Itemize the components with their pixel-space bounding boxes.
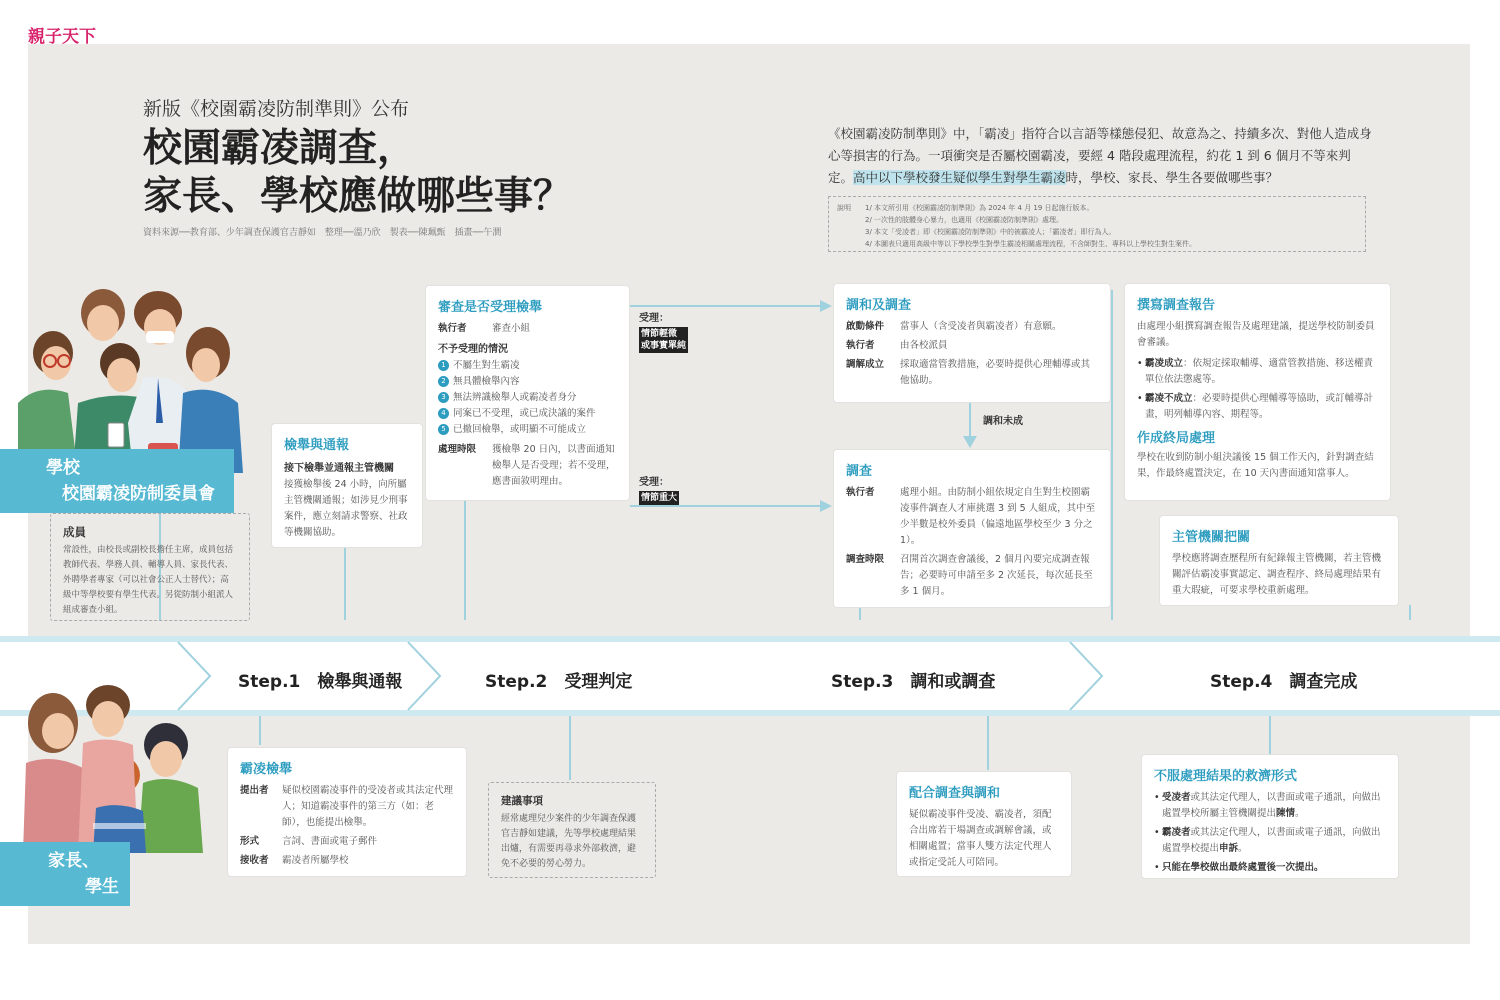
review-executor: 審查小組	[492, 323, 531, 334]
header-kicker: 新版《校園霸凌防制準則》公布	[143, 98, 410, 120]
accept-mild-badge	[639, 327, 688, 353]
advice-text: 經常處理兒少案件的少年調查保護官吉靜如建議，先等學校處理結果出爐，有需要再尋求外部救濟，避免不必要的勞心勞力。	[501, 814, 637, 869]
cooperate-title: 配合調查與調和	[909, 786, 1001, 801]
accept-mild-tag	[639, 312, 688, 353]
report-box	[272, 424, 422, 547]
reject-item-text: 無具體檢舉內容	[453, 376, 520, 387]
mediation-exec: 由各校派員	[900, 340, 948, 351]
step-3-label: Step.3 調和或調查	[831, 672, 996, 692]
number-badge: 2	[438, 376, 449, 387]
bullet-bold: 霸凌成立	[1145, 358, 1184, 369]
title-line-1: 校園霸凌調查，	[143, 125, 417, 171]
family-illustration	[8, 683, 208, 853]
number-badge: 3	[438, 392, 449, 403]
role-school-line-1: 學校	[46, 458, 80, 478]
members-text: 常設性，由校長或副校長擔任主席，成員包括教師代表、學務人員、輔導人員、家長代表、外聘學者專家（可以社會公正人士替代）；高級中等學校要有學生代表。另從防制小組派人組成審查小組。	[63, 545, 234, 615]
cooperate-text: 疑似霸凌事件受凌、霸凌者，須配合出席若干場調查或調解會議，或相關處置；當事人雙方法定代理人或指定受託人可陪同。	[909, 809, 1052, 868]
authority-title: 主管機關把關	[1172, 530, 1251, 545]
authority-box	[1160, 516, 1398, 605]
bully-report-who-label: 提出者	[240, 785, 269, 796]
number-badge: 4	[438, 408, 449, 419]
list-item	[1154, 860, 1386, 876]
reject-item-text: 已撤回檢舉，或明顯不可能成立	[453, 424, 587, 435]
intro-text-after: 時，學校、家長、學生各要做哪些事？	[1065, 170, 1279, 185]
note-item: 1/ 本文所引用《校園霸凌防制準則》為 2024 年 4 月 19 日起施行版本。	[865, 204, 1094, 212]
write-report-title: 撰寫調查報告	[1137, 298, 1216, 313]
authority-text: 學校應將調查歷程所有紀錄報主管機關，若主管機關評估霸凌事實認定、調查程序、終局處理結果有重大瑕疵，可要求學校重新處理。	[1172, 553, 1382, 596]
note-item: 4/ 本圖表只適用高級中等以下學校學生對學生霸凌相關處理流程，不含師對生、專科以上學校生對生案件。	[865, 240, 1197, 248]
intro-text-before: 《校園霸凌防制準則》中，「霸凌」指符合以言語等樣態侵犯、故意為之、持續多次、對他人造成身心等損害的行為。一項衝突是否屬校園霸凌，要經 4 階段處理流程，約花 1 到 6 個月不等來判定。	[828, 126, 1372, 185]
advice-title: 建議事項	[501, 795, 543, 807]
members-box	[50, 513, 250, 621]
school-staff-illustration	[8, 283, 258, 473]
list-item	[1137, 356, 1378, 388]
mediation-cond-row	[846, 319, 1098, 335]
bully-report-box	[228, 748, 466, 876]
investigation-limit-label: 調查時限	[846, 554, 885, 565]
accept-mild-badge-line: 情節輕微	[641, 329, 678, 339]
step-4-label: Step.4 調查完成	[1210, 672, 1358, 692]
list-item	[438, 422, 617, 438]
step-1-label: Step.1 檢舉與通報	[238, 672, 403, 692]
role-family-line-2: 學生	[85, 877, 119, 897]
role-family	[0, 842, 130, 906]
investigation-exec: 處理小組。由防制小組依規定自生對生校園霸凌事件調查人才庫挑選 3 到 5 人組成，其中至少半數是校外委員（偏遠地區學校至少 3 分之 1）。	[900, 487, 1096, 546]
bully-report-form-row	[240, 834, 454, 850]
number-badge: 5	[438, 424, 449, 435]
mediation-box	[834, 284, 1110, 402]
mediation-cond: 當事人（含受凌者與霸凌者）有意願。	[900, 321, 1062, 332]
advice-box	[488, 782, 656, 878]
mediation-done: 採取適當管教措施，必要時提供心理輔導或其他協助。	[900, 359, 1091, 386]
bully-report-title: 霸凌檢舉	[240, 762, 293, 777]
list-item	[438, 406, 617, 422]
investigation-box	[834, 450, 1110, 607]
investigation-limit-row	[846, 552, 1098, 600]
investigation-title: 調查	[846, 464, 873, 479]
bullet-text: 或其法定代理人，以書面或電子通訊，向做出處置學校所屬主管機關提出	[1162, 792, 1381, 819]
review-executor-row	[438, 321, 617, 337]
bully-report-form: 言詞、書面或電子郵件	[282, 836, 378, 847]
reject-item-text: 同案已不受理，或已成決議的案件	[453, 408, 596, 419]
appeal-box	[1142, 755, 1398, 878]
bully-report-who: 疑似校園霸凌事件的受凌者或其法定代理人；知道霸凌事件的第三方（如：老師），也能提出檢舉。	[282, 785, 454, 828]
members-title: 成員	[63, 525, 86, 539]
review-limit-label: 處理時限	[438, 444, 477, 455]
credit-line: 資料來源──教育部、少年調查保護官吉靜如 整理──溫乃欣 製表──陳珮甄 插畫──午澗	[143, 228, 502, 238]
write-report-text: 由處理小組撰寫調查報告及處理建議，提送學校防制委員會審議。	[1137, 321, 1375, 348]
mediation-exec-label: 執行者	[846, 340, 875, 351]
role-family-line-1: 家長、	[48, 851, 99, 871]
accept-mild-badge-line: 或事實單純	[641, 341, 687, 351]
review-limit-row	[438, 442, 617, 490]
role-school-line-2: 校園霸凌防制委員會	[62, 484, 215, 504]
note-item: 3/ 本文「受凌者」即《校園霸凌防制準則》中的被霸凌人；「霸凌者」即行為人。	[865, 228, 1116, 236]
write-report-box	[1125, 284, 1390, 500]
step-2-label: Step.2 受理判定	[485, 672, 633, 692]
bully-report-who-row	[240, 783, 454, 831]
arrowhead	[820, 300, 832, 312]
mediation-exec-row	[846, 338, 1098, 354]
arrowhead	[820, 500, 832, 512]
reject-item-text: 無法辨識檢舉人或霸凌者身分	[453, 392, 577, 403]
review-reject-title: 不予受理的情況	[438, 344, 508, 355]
review-box	[426, 286, 629, 500]
accept-serious-badge: 情節重大	[641, 493, 678, 503]
bullet-text: ：必要時提供心理輔導等協助，或訂輔導計畫，明列輔導內容、期程等。	[1145, 393, 1374, 420]
review-limit: 獲檢舉 20 日內，以書面通知檢舉人是否受理；若不受理，應書面敘明理由。	[492, 444, 616, 487]
bullet-bold: 霸凌者	[1162, 827, 1191, 838]
list-item	[438, 390, 617, 406]
number-badge: 1	[438, 360, 449, 371]
mediation-fail-label: 調和未成	[983, 416, 1023, 427]
report-title: 檢舉與通報	[284, 438, 350, 453]
accept-serious-label: 受理：	[639, 477, 669, 488]
role-school	[0, 449, 234, 513]
final-decision-text: 學校在收到防制小組決議後 15 個工作天內，針對調查結果，作最終處置決定，在 10 天內書面通知當事人。	[1137, 452, 1374, 479]
bullet-text: 或其法定代理人，以書面或電子通訊，向做出處置學校提出	[1162, 827, 1381, 854]
bullet-bold: 受凌者	[1162, 792, 1191, 803]
mediation-done-row	[846, 357, 1098, 389]
reject-item-text: 不屬生對生霸凌	[453, 360, 520, 371]
mediation-cond-label: 啟動條件	[846, 321, 885, 332]
note-item: 2/ 一次性的肢體身心暴力，也適用《校園霸凌防制準則》處理。	[865, 216, 1064, 224]
accept-serious-tag	[639, 476, 679, 505]
bully-report-form-label: 形式	[240, 836, 260, 847]
list-item: • 霸凌者或其法定代理人，以書面或電子通訊，向做出處置學校提出申訴。	[1154, 825, 1386, 857]
bullet-text: ：依規定採取輔導、適當管教措施、移送權責單位依法懲處等。	[1145, 358, 1374, 385]
review-title: 審查是否受理檢舉	[438, 300, 543, 315]
appeal-title: 不服處理結果的救濟形式	[1154, 769, 1298, 784]
list-item	[438, 374, 617, 390]
report-subtitle: 接下檢舉並通報主管機關	[284, 463, 394, 474]
notes-label: 說明	[837, 204, 851, 212]
list-item	[1137, 391, 1378, 423]
bullet-bold: 申訴	[1219, 843, 1239, 854]
list-item: • 受凌者或其法定代理人，以書面或電子通訊，向做出處置學校所屬主管機關提出陳情。	[1154, 790, 1386, 822]
bully-report-recv-label: 接收者	[240, 855, 269, 866]
investigation-exec-label: 執行者	[846, 487, 875, 498]
investigation-exec-row	[846, 485, 1098, 549]
accept-mild-label: 受理：	[639, 313, 669, 324]
brand-logo: 親子天下	[28, 27, 96, 47]
bullet-bold: 陳情	[1276, 808, 1296, 819]
bullet-bold: 霸凌不成立	[1145, 393, 1193, 404]
list-item	[438, 358, 617, 374]
bully-report-recv-row	[240, 853, 454, 869]
mediation-done-label: 調解成立	[846, 359, 885, 370]
mediation-title: 調和及調查	[846, 298, 912, 313]
bullet-bold: 只能在學校做出最終處置後一次提出。	[1162, 862, 1324, 873]
report-text: 接獲檢舉後 24 小時，向所屬主管機關通報；如涉見少刑事案件，應立刻請求警察、社政等機關協助。	[284, 479, 408, 538]
final-decision-title: 作成終局處理	[1137, 431, 1216, 446]
intro-highlight: 高中以下學校發生疑似學生對學生霸凌	[853, 170, 1066, 185]
arrowhead	[963, 436, 977, 448]
investigation-limit: 召開首次調查會議後，2 個月內要完成調查報告；必要時可申請至多 2 次延長，每次延長至多 1 個月。	[900, 554, 1093, 597]
review-executor-label: 執行者	[438, 323, 467, 334]
bully-report-recv: 霸凌者所屬學校	[282, 855, 349, 866]
cooperate-box	[897, 772, 1071, 876]
title-line-2: 家長、學校應做哪些事？	[143, 173, 573, 219]
